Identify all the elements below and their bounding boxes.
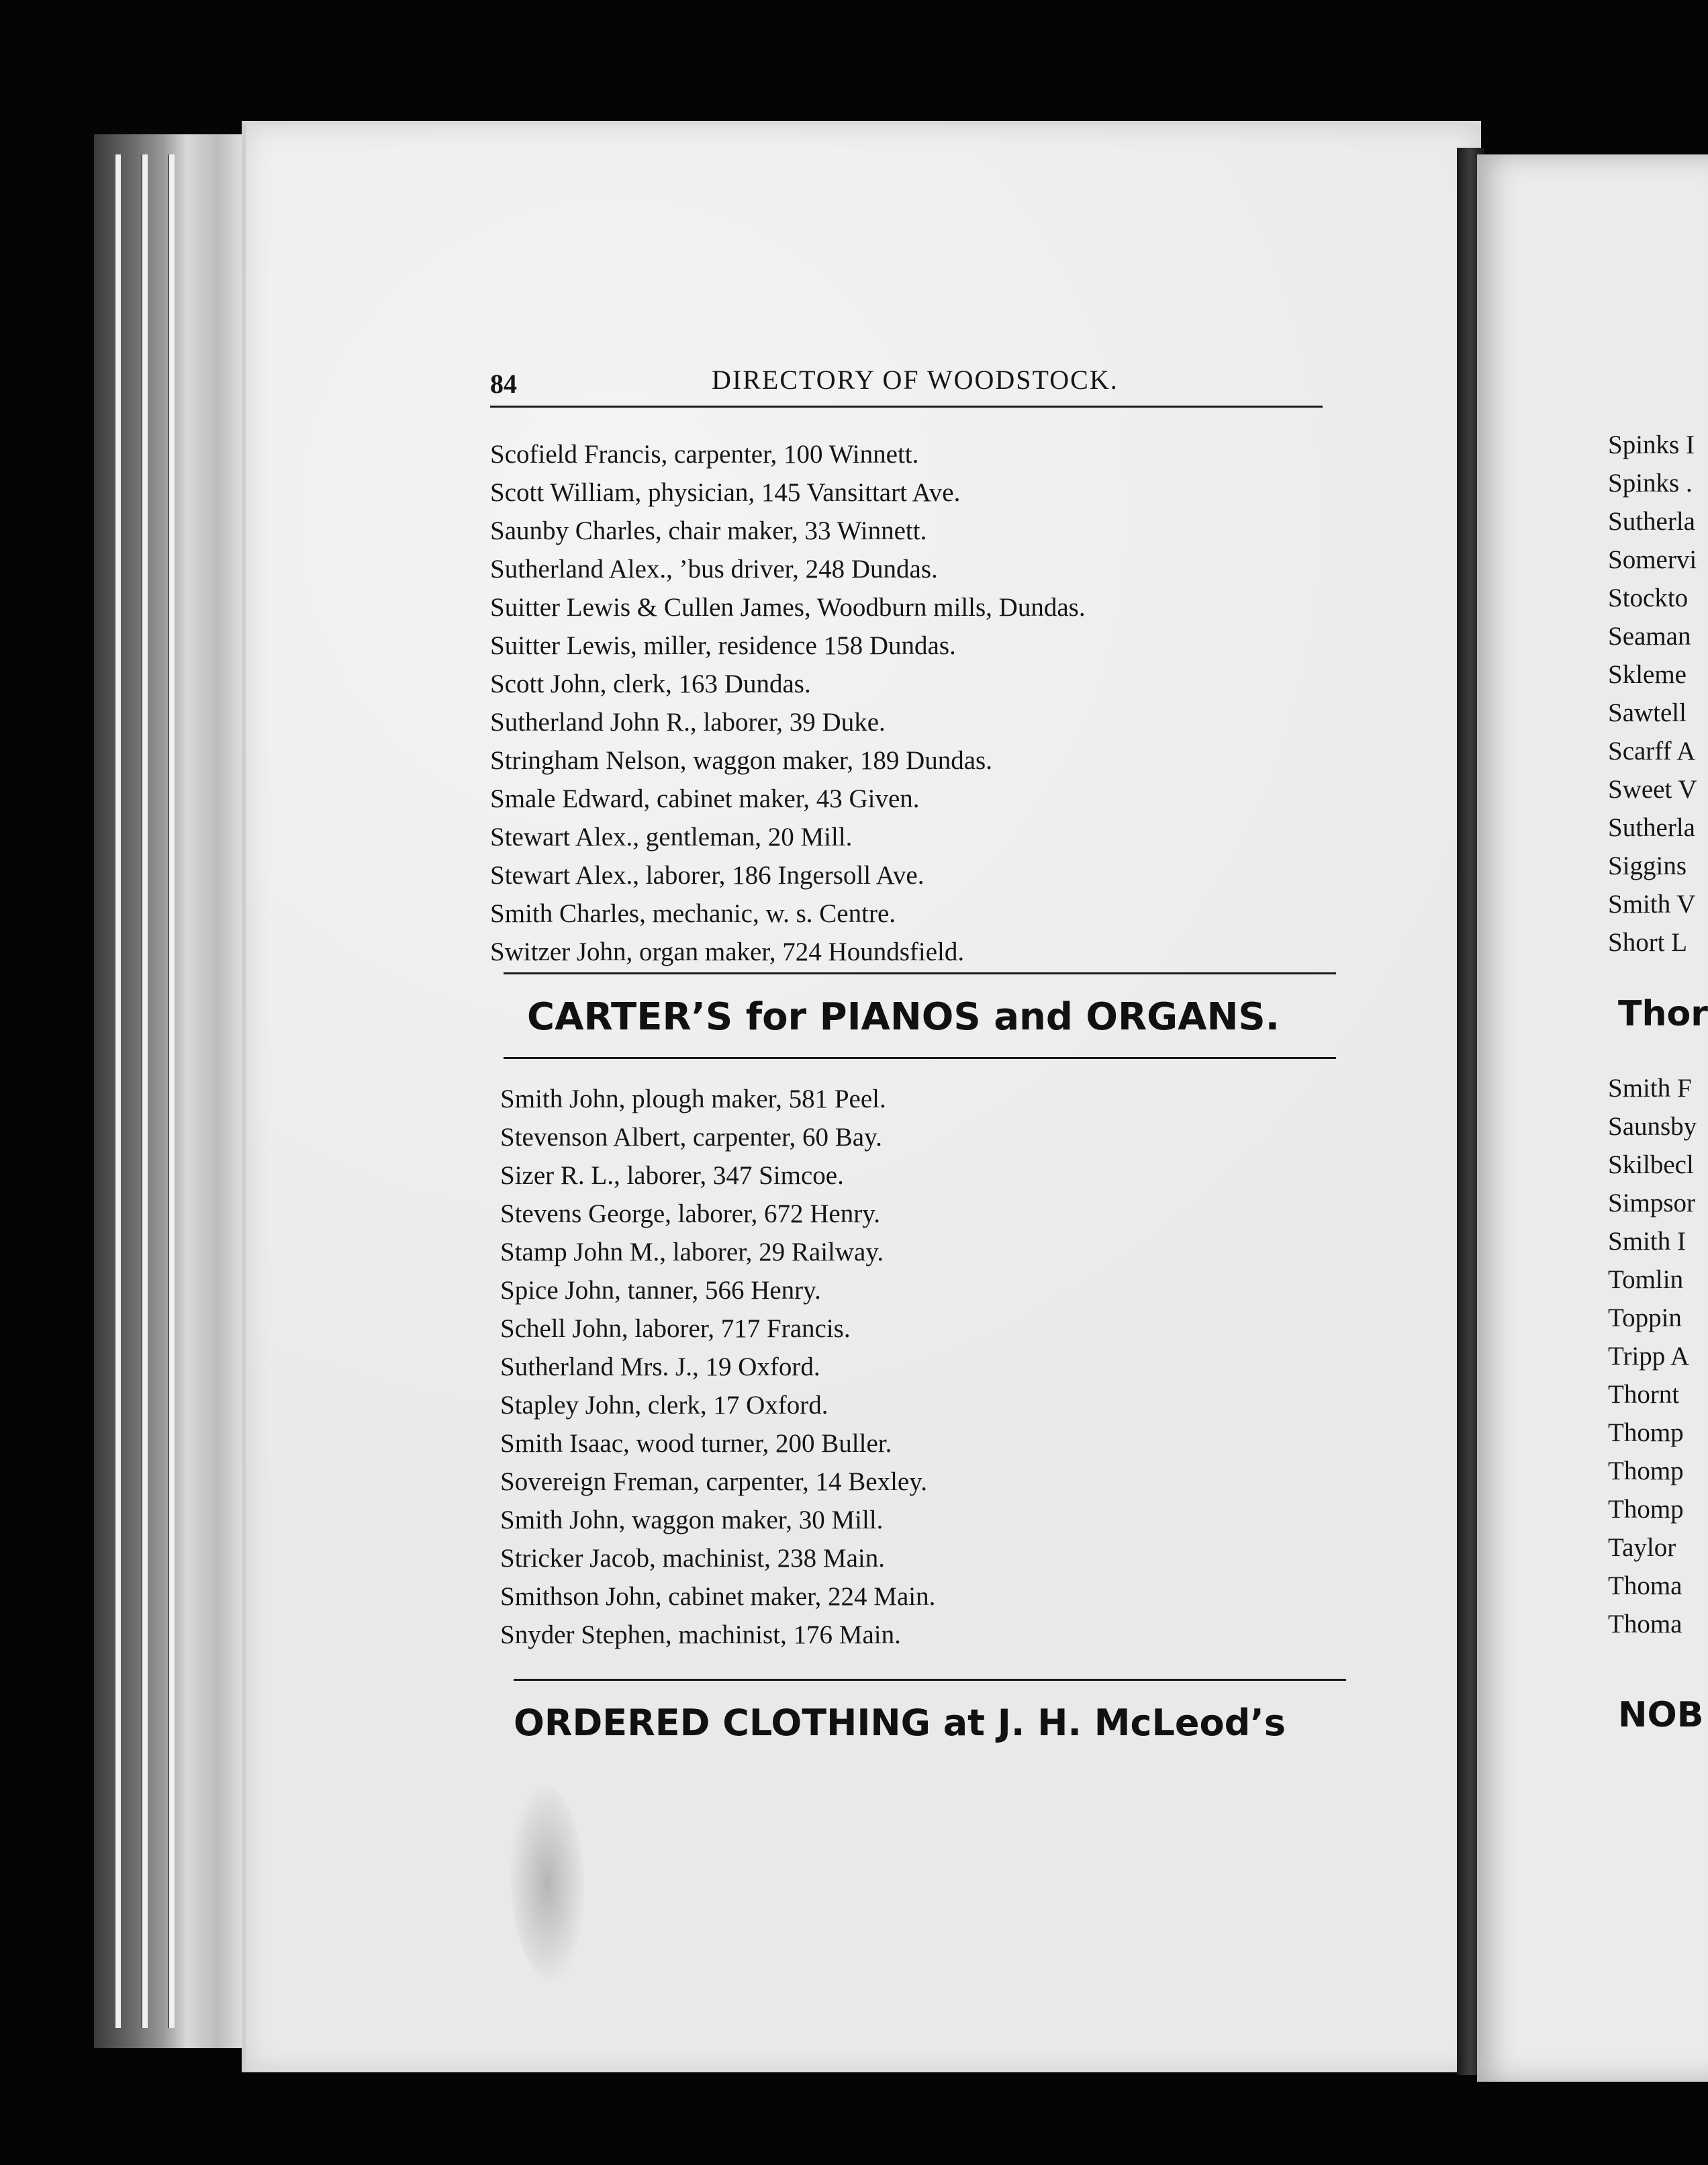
directory-entry: Snyder Stephen, machinist, 176 Main. [500,1620,901,1649]
directory-entry: Schell John, laborer, 717 Francis. [500,1314,851,1343]
directory-entry: Scofield Francis, carpenter, 100 Winnett. [490,440,919,469]
directory-entry: Saunby Charles, chair maker, 33 Winnett. [490,516,927,545]
directory-entry: Smale Edward, cabinet maker, 43 Given. [490,784,920,813]
page-edge [141,154,148,2028]
directory-entry: Spice John, tanner, 566 Henry. [500,1276,821,1305]
directory-entry: Smith Isaac, wood turner, 200 Buller. [500,1429,892,1458]
directory-entry: Stewart Alex., gentleman, 20 Mill. [490,823,853,851]
directory-entry: Scott William, physician, 145 Vansittart Ave. [490,478,961,507]
facing-page-entry: Thoma [1608,1571,1682,1600]
page-edge [168,154,175,2028]
facing-page-entry: Somervi [1608,545,1697,574]
facing-page-entry: Spinks . [1608,469,1693,498]
facing-page-entry: Skilbecl [1608,1150,1694,1179]
facing-page-entry: Thornt [1608,1380,1680,1409]
ad-rule-top-2 [514,1679,1346,1681]
facing-page-entry: Short L [1608,928,1688,957]
directory-entry: Sutherland Mrs. J., 19 Oxford. [500,1352,820,1381]
header-rule [490,406,1323,408]
directory-entry: Stewart Alex., laborer, 186 Ingersoll Ave. [490,861,924,890]
facing-page-entry: Thomp [1608,1495,1684,1524]
facing-page-entries-block-one [1608,426,1708,962]
ad-rule-top [504,972,1336,974]
facing-page-entry: Scarff A [1608,737,1696,766]
directory-entry: Stricker Jacob, machinist, 238 Main. [500,1544,885,1573]
facing-page-entry: Thomp [1608,1457,1684,1485]
facing-page-entry: Thomp [1608,1418,1684,1447]
directory-entry: Sutherland John R., laborer, 39 Duke. [490,708,886,737]
facing-page-entry: Smith V [1608,890,1696,919]
directory-entry: Smith John, waggon maker, 30 Mill. [500,1506,884,1534]
ad-banner-mcleods: ORDERED CLOTHING at J. H. McLeod’s [514,1702,1286,1744]
directory-entry: Stevenson Albert, carpenter, 60 Bay. [500,1123,882,1152]
facing-page-entry: Tripp A [1608,1342,1690,1371]
directory-entry: Scott John, clerk, 163 Dundas. [490,670,811,698]
directory-entry: Stamp John M., laborer, 29 Railway. [500,1238,884,1266]
facing-page-entry: Smith I [1608,1227,1686,1256]
ad-rule-bottom [504,1057,1336,1059]
directory-entry: Smith John, plough maker, 581 Peel. [500,1085,886,1113]
facing-page-ad-one: Thor [1618,994,1708,1034]
directory-entries-block-one [490,435,1349,971]
facing-page-entry: Smith F [1608,1074,1692,1103]
directory-entry: Sutherland Alex., ’bus driver, 248 Dundas. [490,555,938,584]
page-number: 84 [490,369,517,399]
facing-page-entry: Sawtell [1608,698,1687,727]
running-head [490,356,1323,410]
directory-entry: Sizer R. L., laborer, 347 Simcoe. [500,1161,844,1190]
facing-page-entry: Saunsby [1608,1112,1697,1141]
directory-entry: Switzer John, organ maker, 724 Houndsfield. [490,937,965,966]
ad-banner-carters: CARTER’S for PIANOS and ORGANS. [527,995,1280,1039]
page-edge [114,154,121,2028]
directory-entry: Stringham Nelson, waggon maker, 189 Dundas. [490,746,992,775]
facing-page-entry: Tomlin [1608,1265,1684,1294]
facing-page-entry: Skleme [1608,660,1687,689]
directory-entry: Stapley John, clerk, 17 Oxford. [500,1391,828,1420]
facing-page-entry: Seaman [1608,622,1691,651]
facing-page-ad-two: NOB [1618,1695,1704,1735]
facing-page-entry: Siggins [1608,851,1687,880]
facing-page-entry: Thoma [1608,1610,1682,1639]
facing-page-entries-block-two [1608,1069,1708,1643]
directory-entry: Stevens George, laborer, 672 Henry. [500,1199,880,1228]
facing-page-entry: Stockto [1608,584,1689,612]
facing-page-entry: Simpsor [1608,1189,1696,1217]
directory-entry: Smith Charles, mechanic, w. s. Centre. [490,899,896,928]
directory-entry: Suitter Lewis, miller, residence 158 Dundas. [490,631,956,660]
directory-entries-block-two [500,1080,1360,1654]
page-header-title: DIRECTORY OF WOODSTOCK. [712,365,1119,395]
facing-page-entry: Toppin [1608,1303,1682,1332]
facing-page-entry: Sutherla [1608,507,1695,536]
directory-entry: Smithson John, cabinet maker, 224 Main. [500,1582,936,1611]
facing-page-entry: Sutherla [1608,813,1695,842]
facing-page-entry: Spinks I [1608,430,1695,459]
directory-entry: Suitter Lewis & Cullen James, Woodburn mills, Dundas. [490,593,1086,622]
facing-page-entry: Sweet V [1608,775,1697,804]
facing-page-entry: Taylor [1608,1533,1676,1562]
book-binding [94,134,248,2048]
directory-entry: Sovereign Freman, carpenter, 14 Bexley. [500,1467,927,1496]
